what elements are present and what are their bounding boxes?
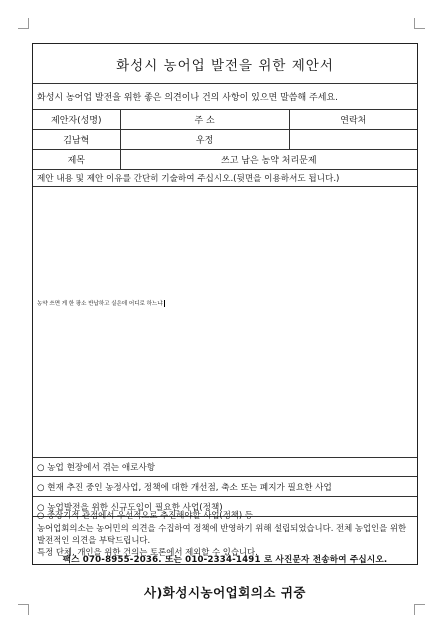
proposal-body-text: 농약 쓰면 게 한 팡소 반납하고 실은데 어디로 하느냐 bbox=[37, 301, 163, 307]
crop-mark-bottom-right bbox=[414, 604, 425, 615]
address-label: 주 소 bbox=[121, 110, 290, 129]
option-item-1: ○ 농업 현장에서 겪는 애로사항 bbox=[33, 458, 417, 477]
crop-mark-bottom-left bbox=[18, 604, 29, 615]
recipient-signature: 사)화성시농어업회의소 귀중 bbox=[144, 585, 306, 600]
option-item-3: ○ 농업발전을 위한 신규도입이 필요한 사업(정책) bbox=[33, 497, 417, 517]
header-row bbox=[33, 110, 417, 130]
note-purpose: 농어업회의소는 농어민의 의견을 수집하여 정책에 반영하기 위해 설립되었습니다. 전체 농업인을 위한 발전적인 의견을 부탁드립니다. bbox=[37, 523, 407, 545]
form-title: 화성시 농어업 발전을 위한 제안서 bbox=[33, 44, 417, 84]
subject-row bbox=[33, 150, 417, 170]
subject-label: 제목 bbox=[33, 150, 121, 169]
address-field[interactable]: 우정 bbox=[121, 130, 290, 149]
contact-field[interactable] bbox=[290, 130, 417, 149]
proposer-row bbox=[33, 130, 417, 150]
crop-mark-top-right bbox=[414, 18, 425, 29]
crop-mark-top-left bbox=[18, 18, 29, 29]
fax-instruction: 팩스 070-8955-2036. 또는 010-2334-1491 로 사진문자 전송하여 주십시오. bbox=[62, 555, 388, 565]
contact-label: 연락처 bbox=[340, 116, 367, 126]
proposer-name-field[interactable]: 김남혁 bbox=[33, 130, 121, 149]
form-intro: 화성시 농어업 발전을 위한 좋은 의견이나 건의 사항이 있으면 말씀해 주세요. bbox=[33, 84, 417, 110]
instruction-text: 제안 내용 및 제안 이유를 간단히 기술하여 주십시오.(뒷면을 이용하셔도 됩니다.) bbox=[33, 170, 417, 187]
option-item-2: ○ 현재 추진 중인 농정사업, 정책에 대한 개선점, 축소 또는 폐지가 필요한 사업 bbox=[33, 477, 417, 497]
option-item-4: ○ 중장기적 관점에서 우선적으로 추진해야할 사업(정책) 등 bbox=[37, 510, 253, 520]
proposer-label: 제안자(성명) bbox=[33, 110, 121, 129]
text-cursor bbox=[164, 300, 165, 307]
note-exclusion: 특정 단체, 개인을 위한 건의는 토론에서 제외할 수 있습니다. bbox=[37, 547, 258, 557]
notes-block bbox=[37, 509, 413, 558]
proposal-form bbox=[32, 43, 418, 565]
proposal-body-field[interactable] bbox=[33, 187, 417, 458]
subject-field[interactable]: 쓰고 남은 농약 처리문제 bbox=[221, 156, 317, 166]
